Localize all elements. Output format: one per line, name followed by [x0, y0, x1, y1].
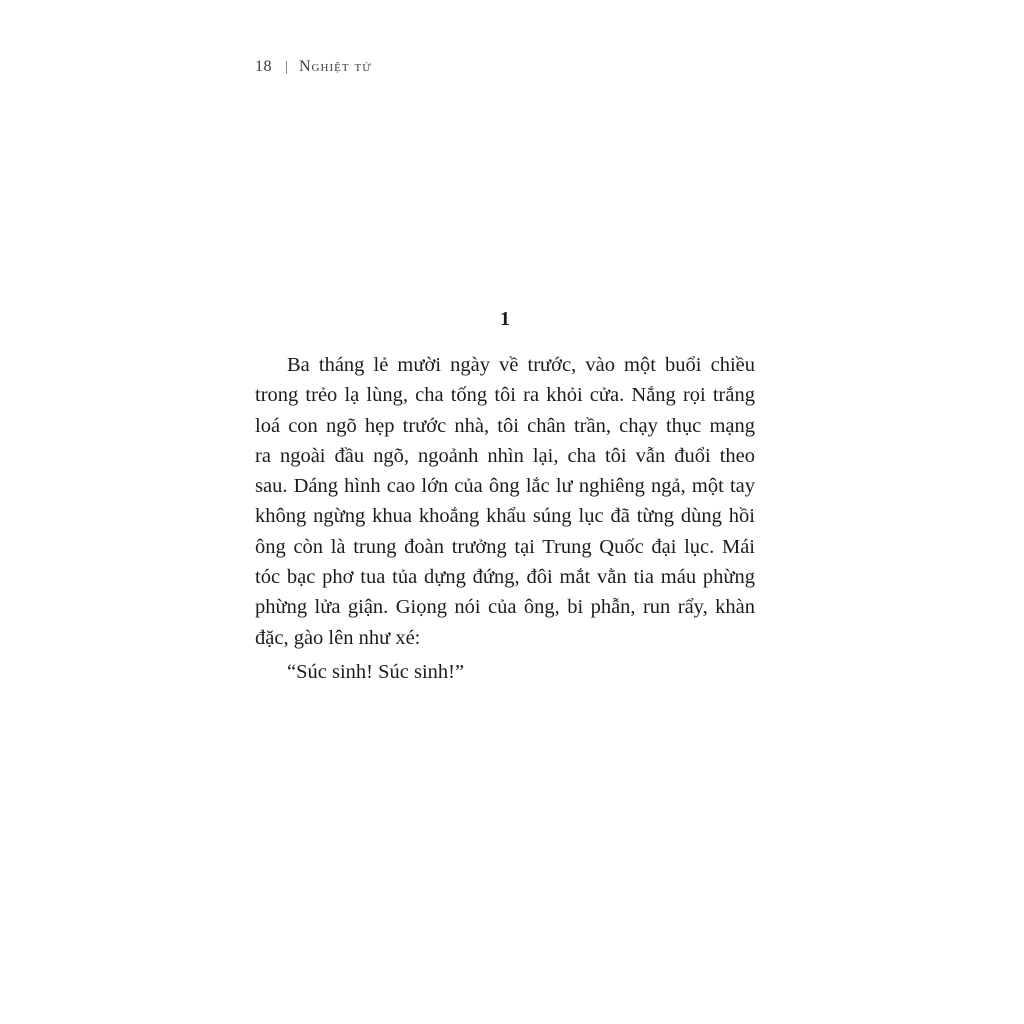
dialogue-quote: “Súc sinh! Súc sinh!”: [287, 660, 465, 683]
paragraph-line: đặc, gào lên như xé:: [255, 626, 421, 649]
body-text: [255, 350, 755, 687]
book-title: Nghiệt tử: [299, 58, 372, 75]
paragraph-line: ra ngoài đầu ngõ, ngoảnh nhìn lại, cha tôi vẫn đuổi theo: [255, 444, 755, 467]
paragraph-line: không ngừng khua khoắng khẩu súng lục đã từng dùng hồi: [255, 505, 755, 528]
running-head: [255, 58, 372, 76]
paragraph: [255, 350, 755, 653]
paragraph-line: ông còn là trung đoàn trưởng tại Trung Quốc đại lục. Mái: [255, 535, 755, 558]
header-separator: [286, 61, 287, 74]
paragraph-line: trong trẻo lạ lùng, cha tống tôi ra khỏi cửa. Nắng rọi trắng: [255, 384, 755, 407]
page-number: 18: [255, 58, 272, 75]
paragraph-line: phừng lửa giận. Giọng nói của ông, bi phẫn, run rẩy, khàn: [255, 596, 755, 619]
paragraph-line: loá con ngõ hẹp trước nhà, tôi chân trần, chạy thục mạng: [255, 414, 755, 437]
paragraph-line: tóc bạc phơ tua tủa dựng đứng, đôi mắt vằn tia máu phừng: [255, 566, 755, 589]
paragraph-line: Ba tháng lẻ mười ngày về trước, vào một buổi chiều: [287, 354, 755, 376]
paragraph-line: sau. Dáng hình cao lớn của ông lắc lư nghiêng ngả, một tay: [255, 475, 755, 498]
chapter-number: 1: [500, 308, 510, 330]
